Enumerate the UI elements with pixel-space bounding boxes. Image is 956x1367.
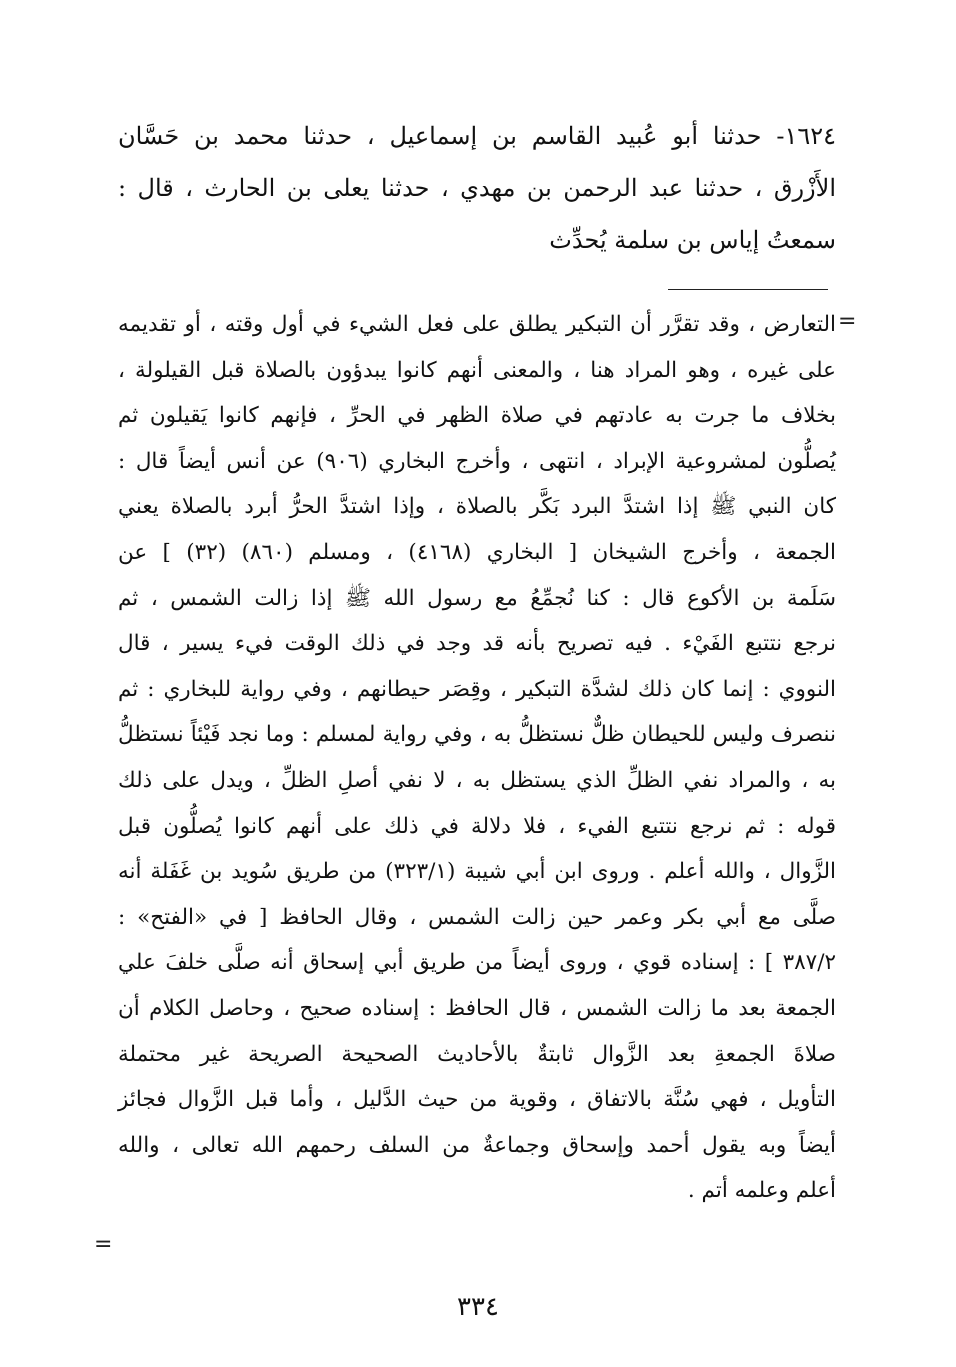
footnote-line: كان النبي ﷺ إذا اشتدَّ البرد بَكَّر بالصلاة ، وإذا اشتدَّ الحرُّ أبرد بالصلاة يعني	[118, 494, 836, 520]
footnote-line: صلَّى مع أبي بكر وعمر حين زالت الشمس ، وقال الحافظ [ في «الفتح» :	[118, 904, 836, 930]
footnote-text	[118, 302, 836, 1214]
footnote-line: أعلم وعلمه أتم .	[687, 1178, 836, 1204]
page-number: ٣٣٤	[457, 1292, 499, 1322]
footnote-line: التعارض ، وقد تقرَّر أن التبكير يطلق على فعل الشيء في أول وقته ، أو تقديمه	[118, 312, 836, 337]
footnote-line: الجمعة بعد ما زالت الشمس ، قال الحافظ : إسناده صحيح ، وحاصل الكلام أن	[118, 995, 836, 1021]
footnote-continuation-mark: =	[838, 309, 857, 334]
hadith-text	[118, 110, 836, 266]
footnote-line: بخلاف ما جرت به عادتهم في صلاة الظهر في الحرِّ ، فإنهم كانوا يَقيلون ثم	[118, 403, 836, 429]
hadith-line: سمعتُ إياس بن سلمة يُحدِّث	[549, 226, 836, 254]
footnote-line: سَلَمة بن الأكوع قال : كنا نُجمِّعُ مع رسول الله ﷺ إذا زالت الشمس ، ثم	[118, 585, 836, 611]
footnote-line: أيضاً وبه يقول أحمد وإسحاق وجماعةٌ من السلف رحمهم الله تعالى ، والله	[118, 1132, 836, 1158]
footnote-line: ننصرف وليس للحيطان ظلٌّ نستظلُّ به ، وفي رواية لمسلم : وما نجد فَيْئاً نستظلُّ	[118, 722, 836, 748]
footnote-line: يُصلُّون لمشروعية الإبراد ، انتهى ، وأخرج البخاري (٩٠٦) عن أنس أيضاً قال :	[118, 448, 837, 474]
footnote-end-mark: =	[94, 1232, 113, 1257]
hadith-line: الأَزْرق ، حدثنا عبد الرحمن بن مهدي ، حدثنا يعلى بن الحارث ، قال :	[118, 174, 836, 202]
footnote-line: قوله : ثم نرجع نتتبع الفيء ، فلا دلالة في ذلك على أنهم كانوا يُصلُّون قبل	[118, 813, 836, 839]
hadith-line: ١٦٢٤- حدثنا أبو عُبيد القاسم بن إسماعيل ، حدثنا محمد بن حَسَّان	[118, 122, 836, 150]
footnote-line: التأويل ، فهي سُنَّة بالاتفاق ، وقوية من حيث الدَّليل ، وأما قبل الزَّوال فجائز	[118, 1087, 836, 1113]
footnote-line: الزَّوال ، والله أعلم . وروى ابن أبي شيبة (٣٢٣/١) من طريق سُويد بن غَفَلة أنه	[118, 859, 836, 885]
footnote-line: ٣٨٧/٢ ] : إسناده قوي ، وروى أيضاً من طريق أبي إسحاق أنه صلَّى خلفَ علي	[118, 950, 836, 976]
footnote-line: به ، والمراد نفي الظلِّ الذي يستظل به ، لا نفي أصلِ الظلِّ ، ويدل على ذلك	[118, 767, 836, 793]
footnote-line: نرجع نتتبع الفَيْء . فيه تصريح بأنه قد وجد في ذلك الوقت فيء يسير ، قال	[118, 631, 836, 657]
footnote-line: صلاةَ الجمعةِ بعد الزَّوال ثابتةٌ بالأحاديث الصحيحة الصريحة غير محتملة	[118, 1041, 836, 1067]
footnote-line: الجمعة ، وأخرج الشيخان [ البخاري (٤١٦٨) ، ومسلم (٨٦٠) (٣٢) ] عن	[118, 539, 836, 565]
footnote-line: على غيره ، وهو المراد هنا ، والمعنى أنهم كانوا يبدؤون بالصلاة قبل القيلولة ،	[118, 357, 836, 383]
footnote-separator	[668, 289, 828, 290]
footnote-line: النووي : إنما كان ذلك لشدَّة التبكير ، وقِصَر حيطانهم ، وفي رواية للبخاري : ثم	[118, 676, 836, 702]
